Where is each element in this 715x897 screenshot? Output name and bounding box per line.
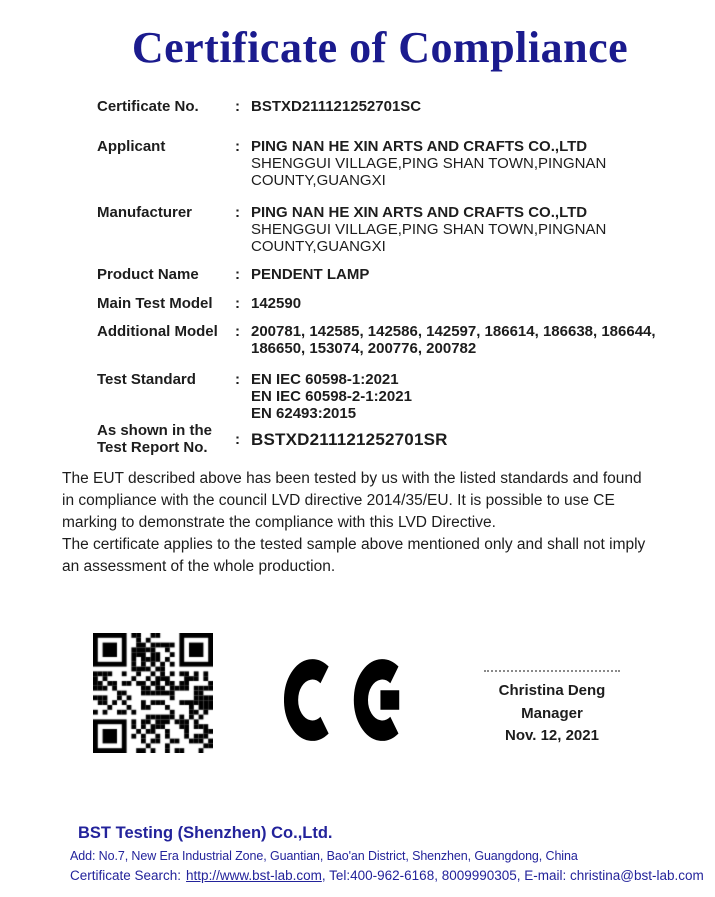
certificate-search-link[interactable]: http://www.bst-lab.com bbox=[186, 868, 322, 883]
additional-model-value bbox=[251, 323, 657, 357]
field-colon: : bbox=[235, 371, 240, 388]
test-standard-1: EN IEC 60598-1:2021 bbox=[251, 371, 399, 388]
test-report-no-value: BSTXD211121252701SR bbox=[251, 429, 448, 449]
product-name-value: PENDENT LAMP bbox=[251, 266, 370, 283]
additional-model-line1: 200781, 142585, 142586, 142597, 186614, 186638, 186644, bbox=[251, 323, 656, 340]
field-colon: : bbox=[235, 98, 240, 115]
additional-model-label: Additional Model bbox=[97, 323, 218, 340]
signature-dotted-line bbox=[484, 670, 620, 672]
certificate-search-label: Certificate Search: bbox=[70, 868, 182, 883]
field-colon: : bbox=[235, 266, 240, 283]
compliance-statement bbox=[62, 468, 672, 578]
certificate-no-label: Certificate No. bbox=[97, 98, 199, 115]
test-report-no-label bbox=[97, 422, 235, 456]
field-row-manufacturer bbox=[97, 204, 657, 255]
product-name-label: Product Name bbox=[97, 266, 199, 283]
footer-contact-details: , Tel:400-962-6168, 8009990305, E-mail: christina@bst-lab.com bbox=[321, 868, 704, 883]
certificate-fields bbox=[97, 98, 657, 456]
statement-line: marking to demonstrate the compliance with this LVD Directive. bbox=[62, 514, 496, 531]
ce-mark-icon bbox=[284, 654, 401, 746]
signatory-name: Christina Deng bbox=[498, 682, 606, 699]
field-colon: : bbox=[235, 323, 240, 340]
field-row-applicant bbox=[97, 138, 657, 189]
statement-line: The certificate applies to the tested sample above mentioned only and shall not imply bbox=[62, 536, 646, 553]
manufacturer-label: Manufacturer bbox=[97, 204, 193, 221]
test-report-no-label-line1: As shown in the bbox=[97, 422, 213, 439]
statement-line: in compliance with the council LVD directive 2014/35/EU. It is possible to use CE bbox=[62, 492, 615, 509]
footer-company-name: BST Testing (Shenzhen) Co.,Ltd. bbox=[78, 824, 333, 842]
test-standard-2: EN IEC 60598-2-1:2021 bbox=[251, 388, 412, 405]
applicant-label: Applicant bbox=[97, 138, 166, 155]
field-colon: : bbox=[235, 430, 240, 448]
footer-address: Add: No.7, New Era Industrial Zone, Guantian, Bao'an District, Shenzhen, Guangdong, China bbox=[70, 849, 578, 863]
signature-block bbox=[468, 670, 636, 748]
statement-line: The EUT described above has been tested by us with the listed standards and found bbox=[62, 470, 642, 487]
field-colon: : bbox=[235, 138, 240, 155]
field-colon: : bbox=[235, 204, 240, 221]
manufacturer-name: PING NAN HE XIN ARTS AND CRAFTS CO.,LTD bbox=[251, 204, 588, 221]
additional-model-line2: 186650, 153074, 200776, 200782 bbox=[251, 340, 477, 357]
manufacturer-address-line2: COUNTY,GUANGXI bbox=[251, 238, 386, 255]
field-row-additional-model bbox=[97, 323, 657, 357]
signatory-role: Manager bbox=[521, 704, 583, 722]
signature-date: Nov. 12, 2021 bbox=[505, 727, 599, 744]
field-row-main-test-model bbox=[97, 295, 657, 312]
field-row-product-name bbox=[97, 266, 657, 283]
main-test-model-value: 142590 bbox=[251, 295, 302, 312]
statement-line: an assessment of the whole production. bbox=[62, 558, 336, 575]
applicant-value bbox=[251, 138, 657, 189]
applicant-name: PING NAN HE XIN ARTS AND CRAFTS CO.,LTD bbox=[251, 138, 588, 155]
test-report-no-label-line2: Test Report No. bbox=[97, 439, 208, 456]
applicant-address-line2: COUNTY,GUANGXI bbox=[251, 172, 386, 189]
page-title: Certificate of Compliance bbox=[131, 23, 629, 72]
test-standard-3: EN 62493:2015 bbox=[251, 405, 357, 422]
field-row-test-standard bbox=[97, 371, 657, 422]
field-colon: : bbox=[235, 295, 240, 312]
manufacturer-address-line1: SHENGGUI VILLAGE,PING SHAN TOWN,PINGNAN bbox=[251, 221, 607, 238]
footer-contact-line bbox=[70, 868, 704, 883]
manufacturer-value bbox=[251, 204, 657, 255]
test-standard-label: Test Standard bbox=[97, 371, 196, 388]
applicant-address-line1: SHENGGUI VILLAGE,PING SHAN TOWN,PINGNAN bbox=[251, 155, 607, 172]
main-test-model-label: Main Test Model bbox=[97, 295, 213, 312]
qr-code-icon bbox=[93, 633, 213, 753]
certificate-no-value: BSTXD211121252701SC bbox=[251, 98, 422, 115]
field-row-test-report-no bbox=[97, 422, 657, 456]
test-standard-value bbox=[251, 371, 657, 422]
field-row-certificate-no bbox=[97, 98, 657, 115]
